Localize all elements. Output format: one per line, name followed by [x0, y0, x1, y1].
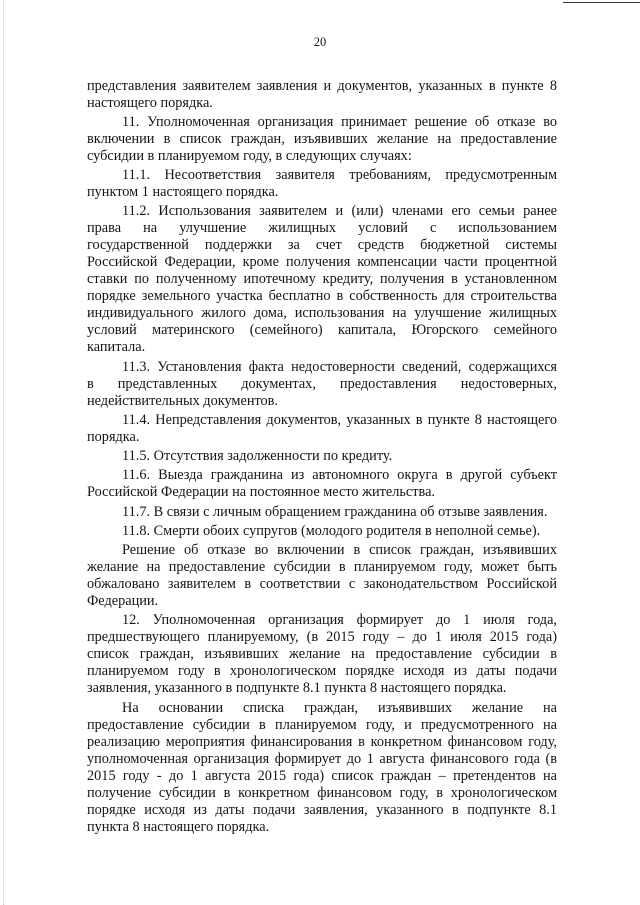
text-line: в представленных документах, предоставления недостоверных, [87, 375, 557, 392]
text-line: права на улучшение жилищных условий с использованием [87, 220, 557, 237]
paragraph-12-list-formation [87, 700, 557, 836]
text-line: 11.2. Использования заявителем и (или) членами его семьи ранее [122, 203, 557, 220]
paragraph-11-1 [87, 167, 557, 201]
text-line: включении в список граждан, изъявивших желание на предоставление [87, 130, 557, 147]
text-line: настоящего порядка. [87, 94, 213, 111]
text-line: 11.1. Несоответствия заявителя требованиям, предусмотренным [122, 167, 557, 183]
text-line: 11.4. Непредставления документов, указанных в пункте 8 настоящего [122, 411, 557, 428]
text-line: субсидии в планируемом году, в следующих случаях: [87, 147, 412, 164]
text-line: индивидуального жилого дома, использования на улучшение жилищных [87, 305, 557, 322]
paragraph-11-6 [87, 467, 557, 501]
text-line: Российской Федерации, кроме получения компенсации части процентной [87, 254, 557, 271]
text-line: порядка. [87, 428, 140, 445]
text-line: планируемом году в хронологическом порядке исходя из даты подачи [87, 663, 557, 680]
text-line: 11. Уполномоченная организация принимает решение об отказе во [122, 113, 557, 130]
paragraph-11-2 [87, 203, 557, 356]
page-number: 20 [313, 35, 327, 49]
paragraph-appeal [87, 542, 557, 610]
text-line: государственной поддержки за счет средств бюджетной системы [87, 237, 557, 254]
text-line: 11.6. Выезда гражданина из автономного округа в другой субъект [122, 467, 557, 484]
text-line: Решение об отказе во включении в список граждан, изъявивших [122, 542, 557, 558]
paragraph-11-4 [87, 412, 557, 446]
text-line: заявления, указанного в подпункте 8.1 пункта 8 настоящего порядка. [87, 680, 507, 697]
text-line: 11.5. Отсутствия задолженности по кредиту. [122, 448, 393, 464]
body-text [87, 78, 557, 836]
text-line: На основании списка граждан, изъявивших желание на [122, 699, 557, 716]
text-line: 2015 году - до 1 августа 2015 года) список граждан – претендентов на [87, 767, 557, 784]
paragraph-11-7 [87, 504, 557, 521]
text-line: порядке исходя из даты подачи заявления, указанного в подпункте 8.1 [87, 801, 557, 818]
text-line: капитала. [87, 339, 146, 356]
paragraph-11 [87, 114, 557, 165]
text-line: ставки по полученному ипотечному кредиту, получения в установленном [87, 271, 557, 288]
paragraph-11-3 [87, 359, 557, 410]
text-line: получение субсидии в конкретном финансовом году, в хронологическом [87, 784, 557, 801]
text-line: реализацию мероприятия финансирования в конкретном финансовом году, [87, 733, 557, 750]
text-line: 11.7. В связи с личным обращением гражданина об отзыве заявления. [122, 503, 548, 520]
text-line: Российской Федерации на постоянное место жительства. [87, 484, 435, 501]
text-line: 11.8. Смерти обоих супругов (молодого родителя в неполной семье). [122, 522, 541, 539]
text-line: предоставление субсидии в планируемом году, и предусмотренного на [87, 716, 557, 733]
text-line: пунктом 1 настоящего порядка. [87, 184, 279, 200]
text-line: уполномоченная организация формирует до 1 августа финансового года (в [87, 750, 557, 767]
text-line: недействительных документов. [87, 392, 279, 409]
scan-edge-artifact [3, 0, 4, 905]
text-line: пункта 8 настоящего порядка. [87, 818, 270, 835]
paragraph-11-8 [87, 523, 557, 540]
paragraph-11-5 [87, 448, 557, 465]
scan-corner-artifact [563, 2, 640, 3]
text-line: представления заявителем заявления и документов, указанных в пункте 8 [87, 77, 557, 94]
text-line: Федерации. [87, 593, 159, 609]
paragraph-continuation [87, 78, 557, 112]
text-line: порядке земельного участка бесплатно в собственность для строительства [87, 288, 557, 305]
text-line: 12. Уполномоченная организация формирует до 1 июля года, [122, 612, 557, 629]
text-line: обжаловано заявителем в соответствии с законодательством Российской [87, 576, 557, 592]
text-line: условий материнского (семейного) капитала, Югорского семейного [87, 322, 557, 339]
text-line: 11.3. Установления факта недостоверности сведений, содержащихся [122, 358, 557, 375]
text-line: список граждан, изъявивших желание на предоставление субсидии в [87, 646, 557, 663]
text-line: предшествующего планируемому, (в 2015 году – до 1 июля 2015 года) [87, 629, 557, 646]
paragraph-12 [87, 612, 557, 697]
text-line: желание на предоставление субсидии в планируемом году, может быть [87, 559, 557, 575]
